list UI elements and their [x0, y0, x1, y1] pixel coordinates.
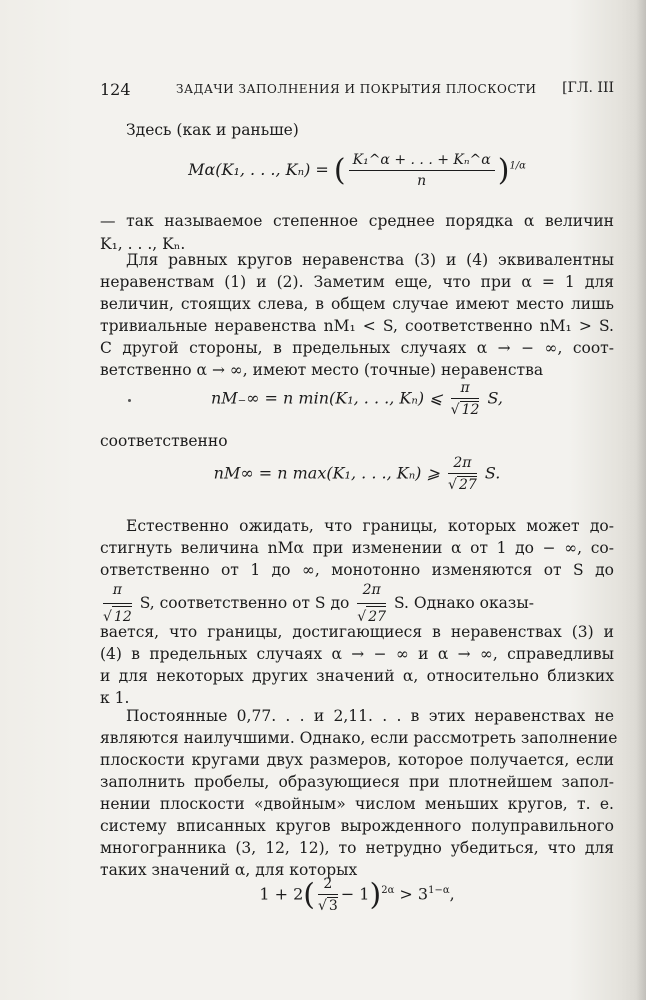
text-line: величин, стоящих слева, в общем случае имеют место лишь — [100, 295, 614, 313]
text-line: тривиальные неравенства nM₁ < S, соответственно nM₁ > S. — [100, 317, 614, 335]
formula-tail: S. — [484, 463, 501, 483]
text-line-with-fractions — [100, 580, 614, 628]
numerator: π — [103, 580, 132, 604]
fraction — [349, 152, 495, 189]
formula-tail: , — [449, 884, 455, 904]
text-line: таких значений α, для которых — [100, 861, 358, 879]
formula-max — [100, 455, 614, 493]
formula-lhs: 1 + 2 — [259, 884, 304, 904]
chapter-label: [ГЛ. III — [562, 80, 614, 96]
numerator: 2π — [448, 455, 477, 474]
text-line: ветственно α → ∞, имеют место (точные) неравенства — [100, 361, 544, 379]
text-line: вается, что границы, достигающиеся в неравенствах (3) и — [100, 623, 614, 641]
denominator: √ 12 — [450, 402, 480, 418]
text-line: и для некоторых других значений α, относительно близких — [100, 667, 614, 685]
fraction — [357, 580, 386, 628]
numerator: K₁^α + . . . + Kₙ^α — [349, 152, 495, 171]
page-number: 124 — [100, 80, 131, 99]
text-line: Для равных кругов неравенства (3) и (4) эквивалентны — [126, 251, 614, 269]
formula-power-mean — [100, 152, 614, 189]
formula-tail: S, — [487, 388, 503, 408]
text-line: ответственно от 1 до ∞, монотонно изменяются от S до — [100, 561, 614, 579]
left-paren: ( — [303, 877, 315, 913]
text-segment: S, соответственно от S до — [139, 594, 350, 612]
formula-inequality — [100, 876, 614, 914]
formula-rhs: > 3 — [399, 884, 429, 904]
fraction — [448, 455, 477, 493]
denominator: √ 27 — [448, 477, 477, 493]
formula-lhs: nM₋∞ = n min(K₁, . . ., Kₙ) ⩽ — [211, 388, 443, 408]
numerator: π — [451, 380, 480, 399]
exponent: 1−α — [428, 885, 450, 897]
denominator: √ 27 — [357, 604, 386, 628]
text-line: являются наилучшими. Однако, если рассмотреть заполнение — [100, 729, 618, 747]
exponent: 2α — [381, 885, 395, 897]
text-line: заполнить пробелы, образующиеся при плотнейшем запол- — [100, 773, 614, 791]
fraction — [318, 876, 338, 914]
text-line: Постоянные 0,77. . . и 2,11. . . в этих неравенствах не — [126, 707, 614, 725]
left-paren: ( — [333, 153, 346, 188]
page-edge-shadow — [636, 0, 646, 1000]
text-line: K₁, . . ., Kₙ. — [100, 235, 186, 253]
right-paren: ) — [497, 153, 510, 188]
formula-minus: − 1 — [340, 884, 370, 904]
text-line: стигнуть величина nMα при изменении α от 1 до − ∞, со- — [100, 539, 614, 557]
text-line: к 1. — [100, 689, 130, 707]
denominator: √ 3 — [317, 898, 338, 914]
numerator: 2π — [357, 580, 386, 604]
fraction — [451, 380, 480, 418]
text-line: неравенствам (1) и (2). Заметим еще, что при α = 1 для — [100, 273, 614, 291]
text-line: Естественно ожидать, что границы, которых может до- — [126, 517, 614, 535]
text-line: соответственно — [100, 432, 228, 450]
text-line: систему вписанных кругов вырожденного полуправильного — [100, 817, 614, 835]
running-title: ЗАДАЧИ ЗАПОЛНЕНИЯ И ПОКРЫТИЯ ПЛОСКОСТИ — [176, 82, 537, 96]
fraction — [103, 580, 132, 628]
formula-lhs: nM∞ = n max(K₁, . . ., Kₙ) ⩾ — [213, 463, 440, 483]
numerator: 2 — [318, 876, 338, 895]
text-line: многогранника (3, 12, 12), то нетрудно убедиться, что для — [100, 839, 614, 857]
formula-min — [100, 380, 614, 418]
text-line: плоскости кругами двух размеров, которое получается, если — [100, 751, 614, 769]
text-segment: S. Однако оказы- — [393, 594, 534, 612]
text-line: С другой стороны, в предельных случаях α → − ∞, соот- — [100, 339, 614, 357]
denominator: √ 12 — [103, 604, 132, 628]
right-paren: ) — [369, 877, 382, 913]
text-line: (4) в предельных случаях α → − ∞ и α → ∞, справедливы — [100, 645, 614, 663]
text-line: Здесь (как и раньше) — [126, 121, 299, 139]
text-line: нении плоскости «двойным» числом меньших кругов, т. е. — [100, 795, 614, 813]
denominator: n — [417, 173, 427, 189]
exponent: 1/α — [509, 160, 526, 172]
formula-lhs: Mα(K₁, . . ., Kₙ) = — [188, 160, 329, 179]
text-line: — так называемое степенное среднее порядка α величин — [100, 212, 614, 230]
running-header — [100, 80, 614, 106]
